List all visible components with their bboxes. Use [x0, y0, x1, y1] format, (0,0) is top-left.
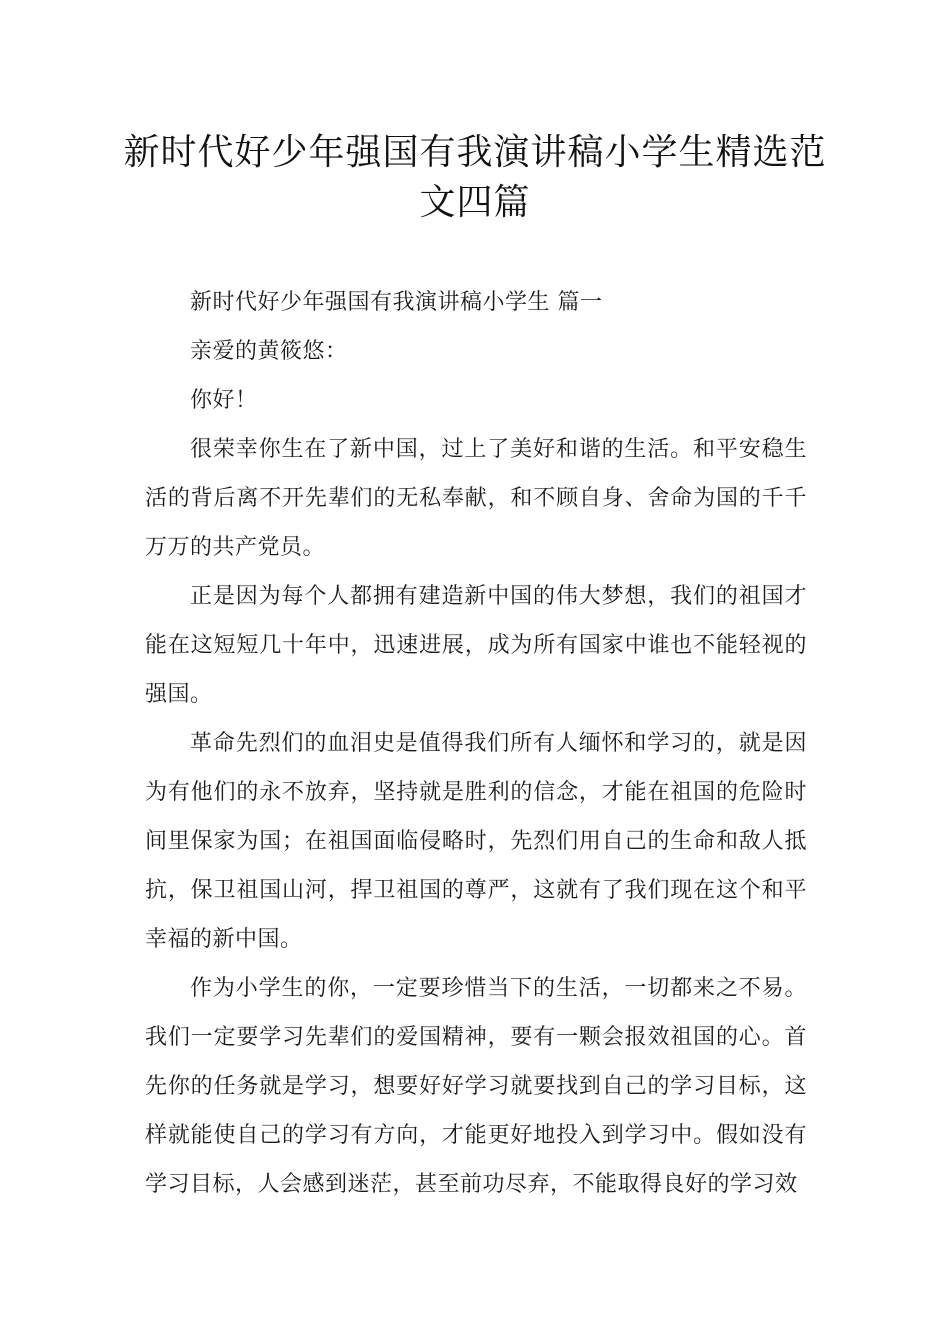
section-heading: 新时代好少年强国有我演讲稿小学生 篇一 [190, 290, 603, 315]
body-paragraph: 作为小学生的你，一定要珍惜当下的生活，一切都来之不易。我们一定要学习先辈们的爱国精神，要有一颗会报效祖国的心。首先你的任务就是学习，想要好好学习就要找到自己的学习目标，这样就能使自己的学习有方向，才能更好地投入到学习中。假如没有学习目标，人会感到迷茫，甚至前功尽弃，不能取得良好的学习效 [145, 976, 807, 1197]
body-paragraph: 很荣幸你生在了新中国，过上了美好和谐的生活。和平安稳生活的背后离不开先辈们的无私奉献，和不顾自身、舍命为国的千千万万的共产党员。 [145, 437, 807, 560]
body-paragraph: 革命先烈们的血泪史是值得我们所有人缅怀和学习的，就是因为有他们的永不放弃，坚持就是胜利的信念，才能在祖国的危险时间里保家为国；在祖国面临侵略时，先烈们用自己的生命和敌人抵抗，保卫祖国山河，捍卫祖国的尊严，这就有了我们现在这个和平幸福的新中国。 [145, 731, 807, 952]
salutation: 亲爱的黄筱悠： [190, 339, 348, 364]
body-paragraph: 正是因为每个人都拥有建造新中国的伟大梦想，我们的祖国才能在这短短几十年中，迅速进展，成为所有国家中谁也不能轻视的强国。 [145, 584, 807, 707]
document-body [145, 278, 807, 1209]
document-title: 新时代好少年强国有我演讲稿小学生精选范文四篇 [123, 132, 827, 223]
greeting: 你好！ [190, 388, 258, 413]
